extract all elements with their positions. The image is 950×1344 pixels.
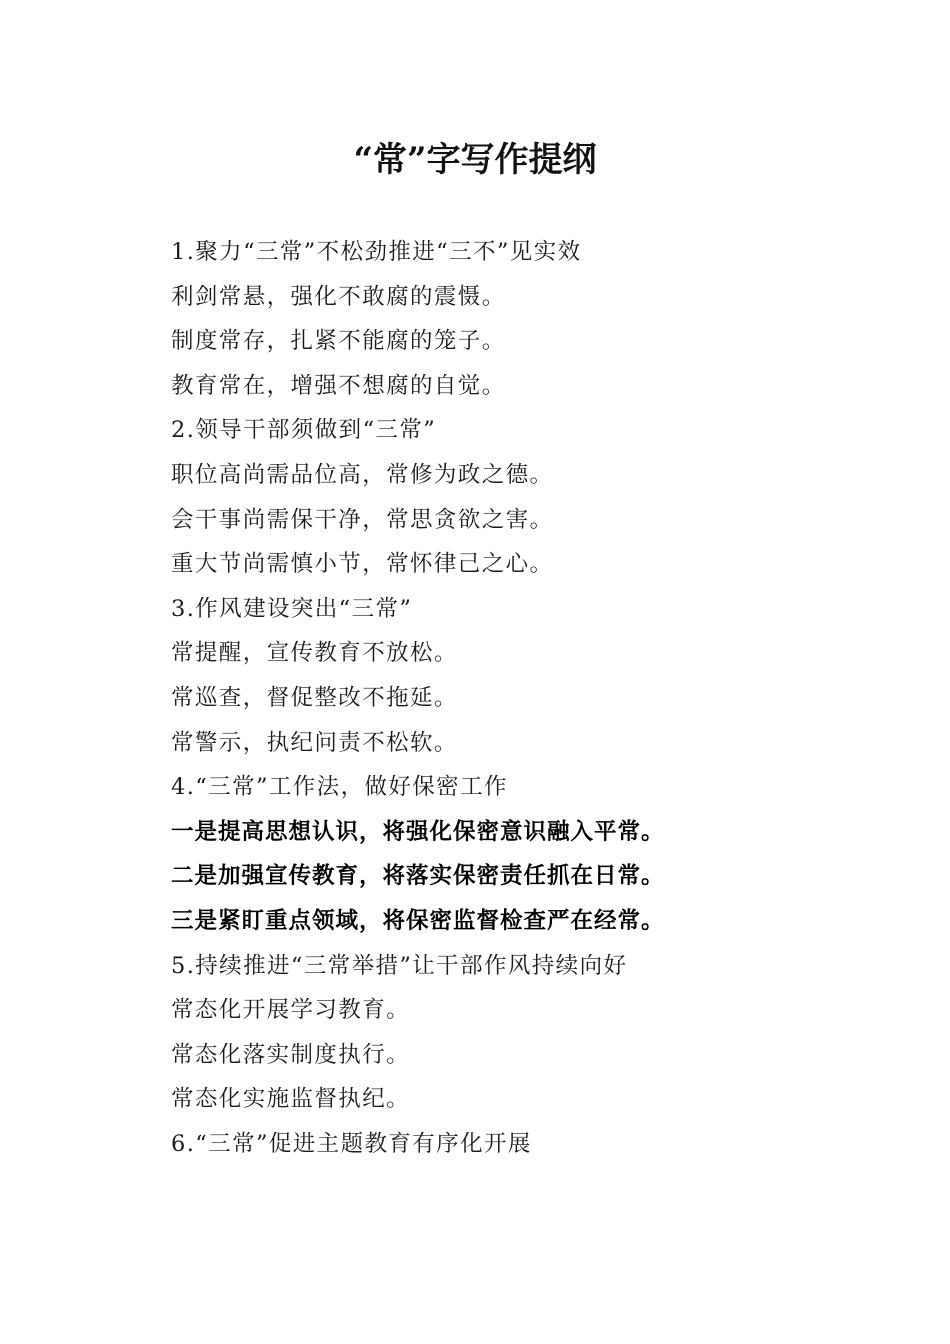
- outline-heading-3: 3.作风建设突出“三常”: [171, 595, 413, 622]
- outline-item: 常提醒，宣传教育不放松。: [171, 640, 458, 667]
- outline-list: [171, 230, 891, 1166]
- outline-item: 教育常在，增强不想腐的自觉。: [171, 372, 506, 399]
- outline-item: 常巡查，督促整改不拖延。: [171, 684, 458, 711]
- outline-item: 常警示，执纪问责不松软。: [171, 729, 458, 756]
- outline-heading-1: 1.聚力“三常”不松劲推进“三不”见实效: [171, 239, 582, 265]
- outline-item-bold: 二是加强宣传教育，将落实保密责任抓在日常。: [171, 863, 665, 890]
- outline-item: 常态化落实制度执行。: [171, 1041, 411, 1068]
- outline-item: 重大节尚需慎小节，常怀律己之心。: [171, 551, 554, 578]
- outline-heading-2: 2.领导干部须做到“三常”: [171, 417, 437, 444]
- outline-heading-5: 5.持续推进“三常举措”让干部作风持续向好: [171, 952, 628, 979]
- outline-heading-4: 4.“三常”工作法，做好保密工作: [171, 774, 508, 801]
- outline-item-bold: 一是提高思想认识，将强化保密意识融入平常。: [171, 818, 665, 845]
- outline-heading-6: 6.“三常”促进主题教育有序化开展: [171, 1130, 532, 1157]
- outline-item: 制度常存，扎紧不能腐的笼子。: [171, 328, 506, 355]
- outline-item-bold: 三是紧盯重点领域，将保密监督检查严在经常。: [171, 907, 665, 934]
- document-title: “常”字写作提纲: [353, 140, 597, 180]
- outline-item: 常态化实施监督执纪。: [171, 1086, 411, 1113]
- outline-item: 职位高尚需品位高，常修为政之德。: [171, 461, 554, 488]
- outline-item: 常态化开展学习教育。: [171, 997, 411, 1024]
- outline-item: 利剑常悬，强化不敢腐的震慑。: [171, 283, 506, 310]
- outline-item: 会干事尚需保干净，常思贪欲之害。: [171, 506, 554, 533]
